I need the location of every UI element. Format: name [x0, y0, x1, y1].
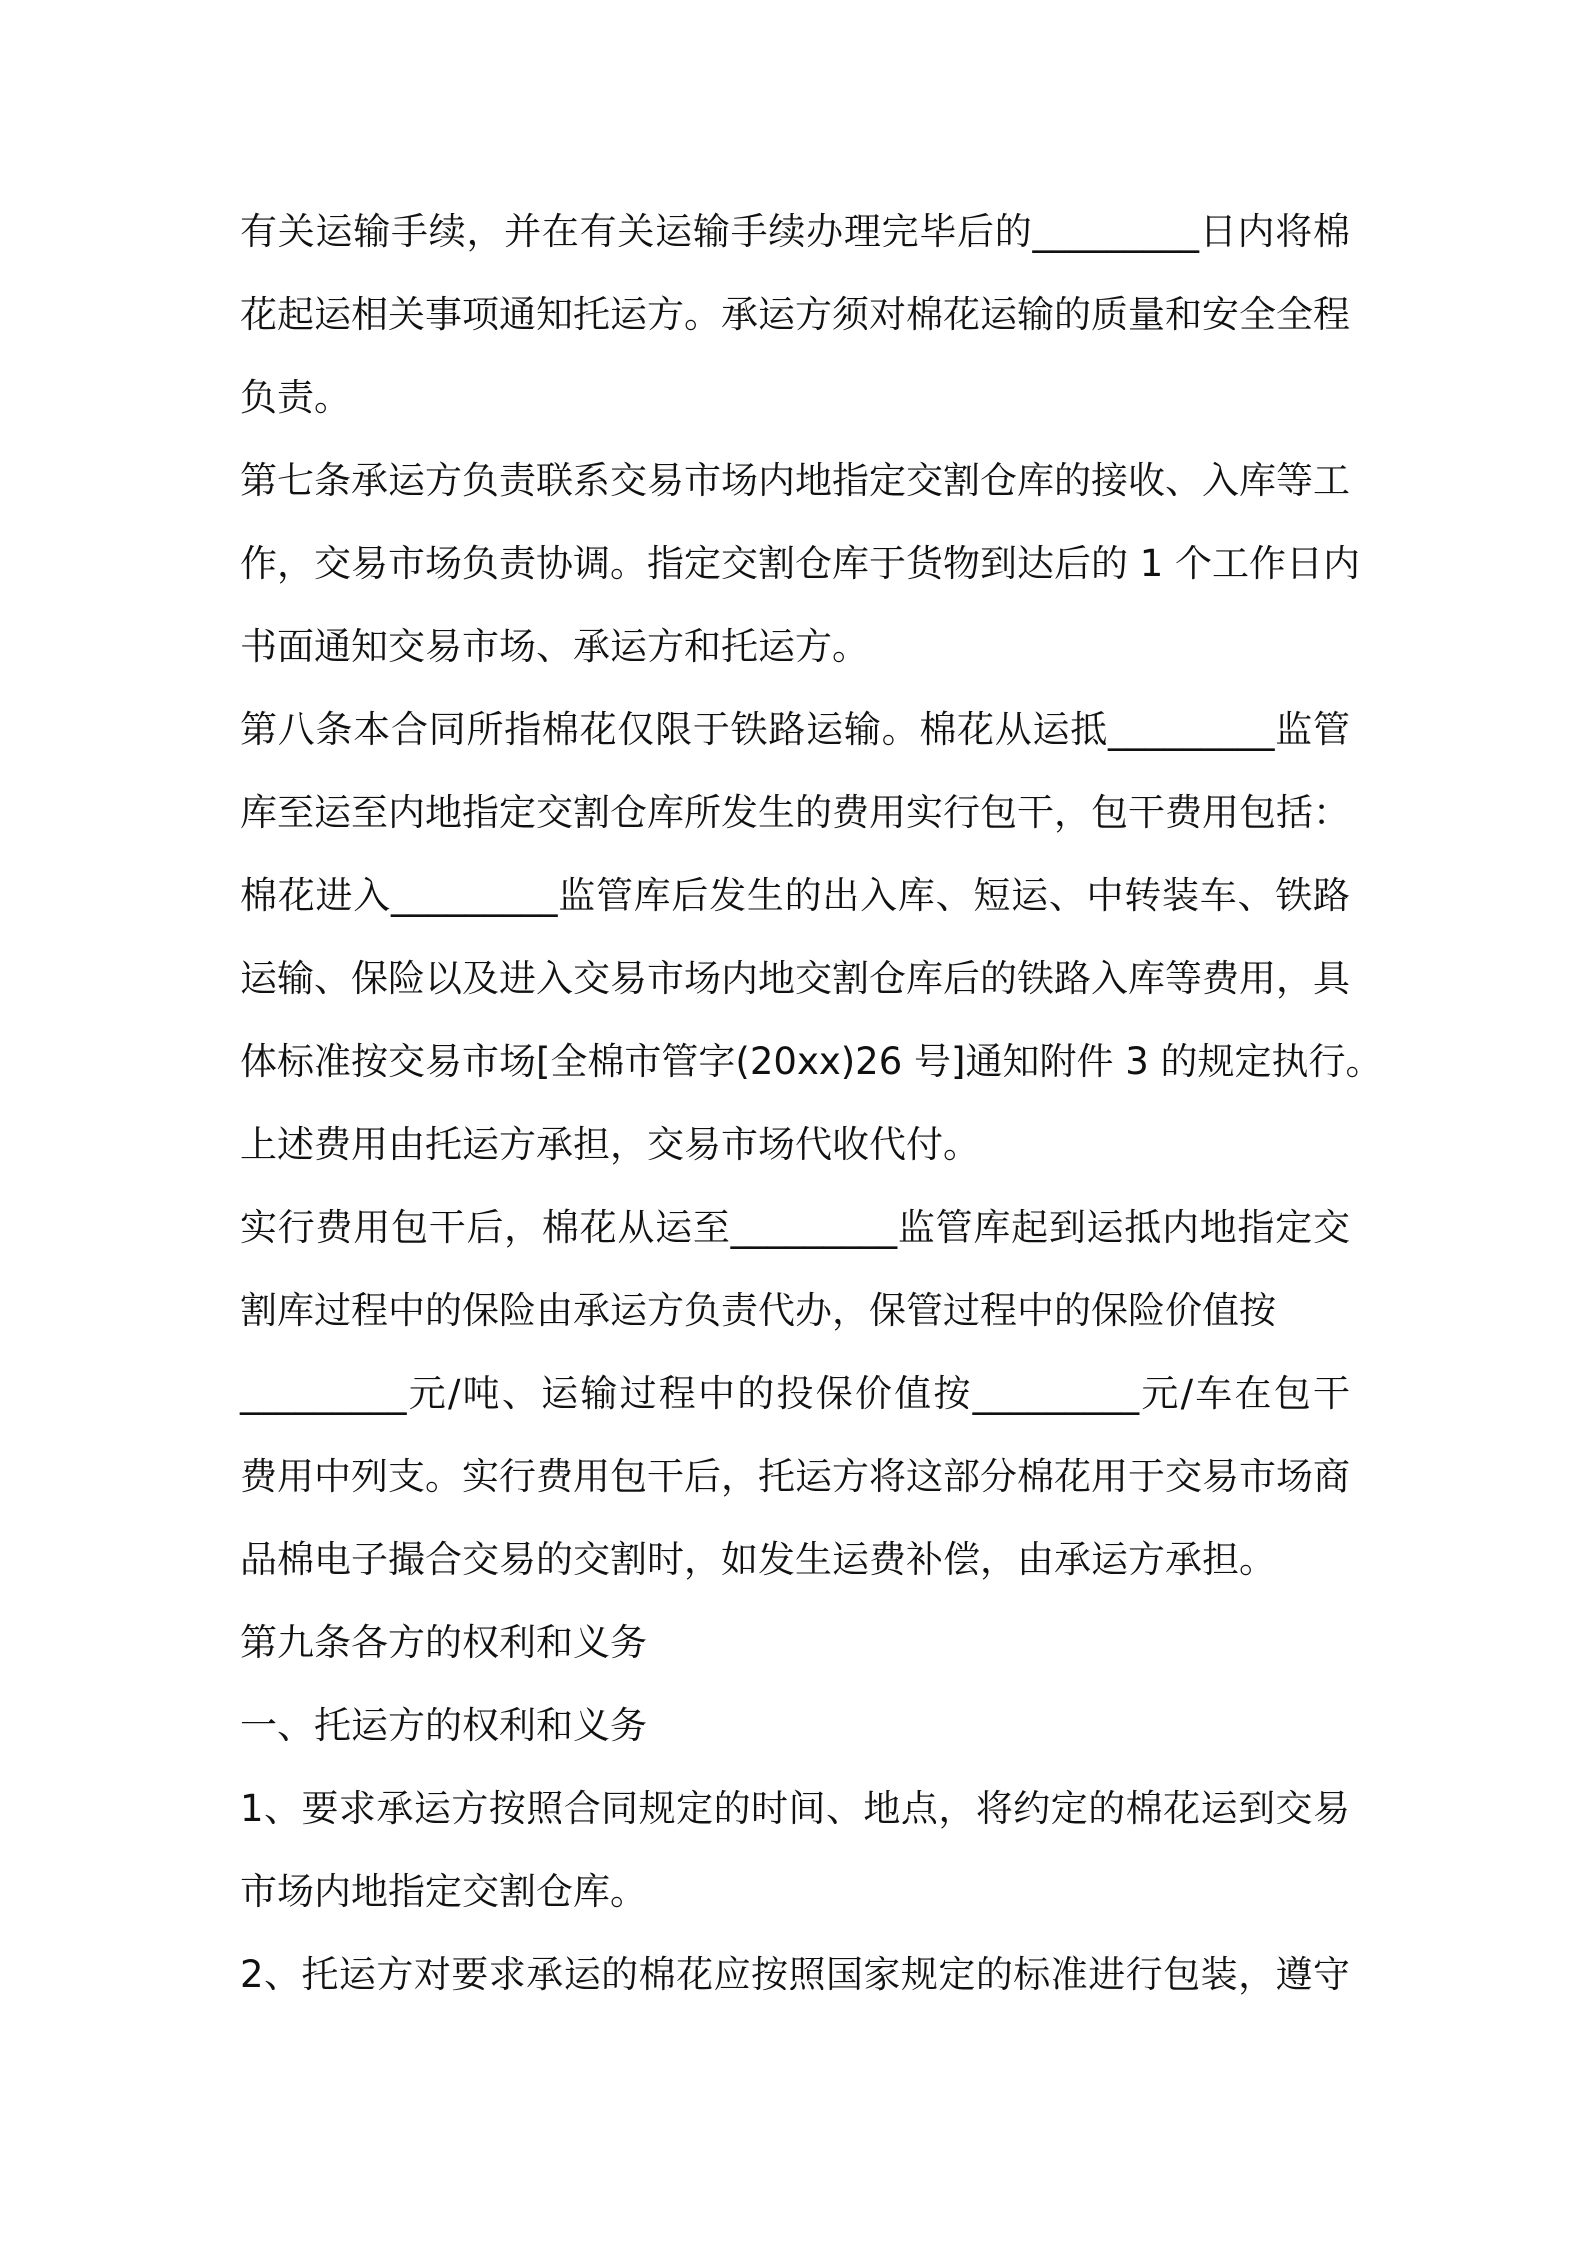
- text-line: 市场内地指定交割仓库。: [240, 1870, 647, 1913]
- text-line: 上述费用由托运方承担，交易市场代收代付。: [240, 1123, 980, 1166]
- text-line: 1、要求承运方按照合同规定的时间、地点，将约定的棉花运到交易: [240, 1787, 1350, 1830]
- text-line: 作，交易市场负责协调。指定交割仓库于货物到达后的 1 个工作日内: [240, 542, 1361, 585]
- text-line: 实行费用包干后，棉花从运至_________监管库起到运抵内地指定交: [240, 1206, 1350, 1249]
- text-line: _________元/吨、运输过程中的投保价值按_________元/车在包干: [240, 1372, 1350, 1415]
- text-line: 花起运相关事项通知托运方。承运方须对棉花运输的质量和安全全程: [240, 293, 1350, 336]
- document-body: [240, 190, 1383, 2016]
- text-line: 库至运至内地指定交割仓库所发生的费用实行包干，包干费用包括：: [240, 791, 1350, 834]
- text-line: 第九条各方的权利和义务: [240, 1621, 647, 1664]
- text-line: 负责。: [240, 376, 351, 419]
- text-line: 品棉电子撮合交易的交割时，如发生运费补偿，由承运方承担。: [240, 1538, 1276, 1581]
- text-line: 2、托运方对要求承运的棉花应按照国家规定的标准进行包装，遵守: [240, 1953, 1350, 1996]
- text-line: 棉花进入_________监管库后发生的出入库、短运、中转装车、铁路: [240, 874, 1350, 917]
- text-line: 有关运输手续，并在有关运输手续办理完毕后的_________日内将棉: [240, 210, 1350, 253]
- text-line: 第七条承运方负责联系交易市场内地指定交割仓库的接收、入库等工: [240, 459, 1350, 502]
- text-line: 费用中列支。实行费用包干后，托运方将这部分棉花用于交易市场商: [240, 1455, 1350, 1498]
- text-line: 书面通知交易市场、承运方和托运方。: [240, 625, 869, 668]
- text-line: 一、托运方的权利和义务: [240, 1704, 647, 1747]
- text-line: 割库过程中的保险由承运方负责代办，保管过程中的保险价值按: [240, 1289, 1276, 1332]
- text-line: 体标准按交易市场[全棉市管字(20xx)26 号]通知附件 3 的规定执行。: [240, 1040, 1383, 1083]
- text-line: 第八条本合同所指棉花仅限于铁路运输。棉花从运抵_________监管: [240, 708, 1350, 751]
- text-line: 运输、保险以及进入交易市场内地交割仓库后的铁路入库等费用，具: [240, 957, 1350, 1000]
